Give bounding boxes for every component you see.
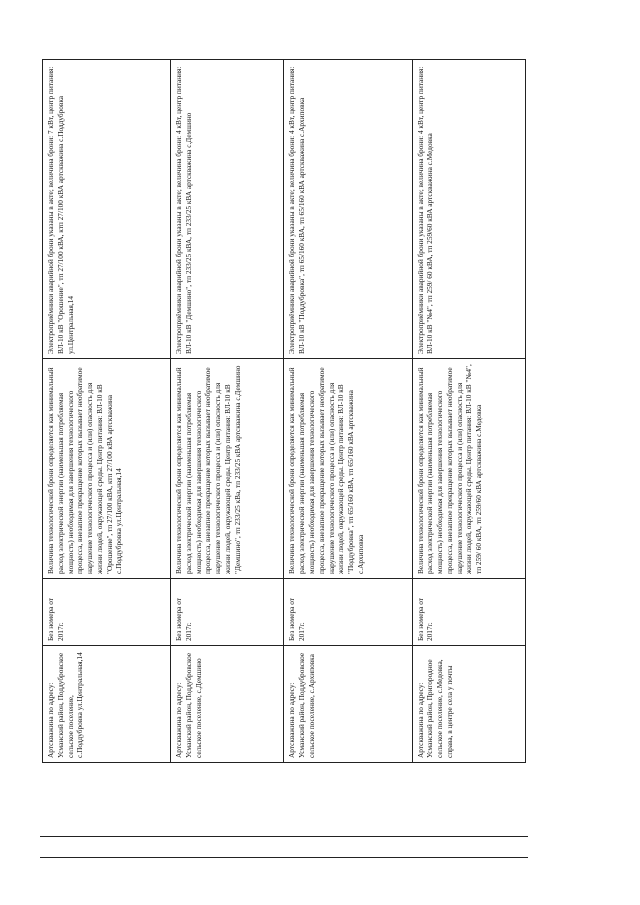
- separator-line: [40, 857, 528, 858]
- table-row: [412, 60, 525, 763]
- table-row: [43, 60, 171, 763]
- act-number-cell: Без номера от 2017г.: [43, 579, 171, 646]
- emergency-reserve-cell: Электроприёмники аварийной брони указаны в акте; величина брони: 4 кВт, центр питания: ВЛ-10 кВ "№4", тп 259/ 60 кВА, тп 259/60 кВА артскважина с.Медовка: [412, 60, 525, 359]
- address-cell: Артскважина по адресу: Усманский район, Пригородное сельское поселение, с.Медовка, справа, в центре села у почты: [412, 646, 525, 763]
- table-row: [171, 60, 284, 763]
- tech-reserve-cell: Величина технологической брони определяется как минимальный расход электрической энергии (наименьшая потребляемая мощность) необходимая для завершения технологического процесса, внезапное прекращение которых вызывает необратимое нарушение технологического процесса и (или) опасность для жизни людей, окружающей среды. Центр питания: ВЛ-10 кВ "Демшино", тп 233/25 кВа, тп 233/25 кВА артскважина с.Демшино: [171, 359, 284, 579]
- tech-reserve-cell: Величина технологической брони определяется как минимальный расход электрической энергии (наименьшая потребляемая мощность) необходимая для завершения технологического процесса, внезапное прекращение которых вызывает необратимое нарушение технологического процесса и (или) опасность для жизни людей, окружающей среды. Центр питания: ВЛ-10 кВ "Поддубровка", тп 65/160 кВА, тп 65/160 кВА артскважина с.Архиповка: [284, 359, 412, 579]
- tech-reserve-cell: Величина технологической брони определяется как минимальный расход электрической энергии (наименьшая потребляемая мощность) необходимая для завершения технологического процесса, внезапное прекращение которых вызывает необратимое нарушение технологического процесса и (или) опасность для жизни людей, окружающей среды. Центр питания: ВЛ-10 кВ "Орошение", тп 27/100 кВА, ктп 27/100 кВА артскважина с.Поддубровка ул.Центральная,14: [43, 359, 171, 579]
- emergency-reserve-cell: Электроприёмники аварийной брони указаны в акте; величина брони: 7 кВт, центр питания: ВЛ-10 кВ "Орошение", тп 27/100 кВА, ктп 27/100 кВА артскважина с.Поддубровка ул.Центральная,14: [43, 60, 171, 359]
- rotated-table: [42, 60, 526, 763]
- separator-line: [40, 836, 528, 837]
- tech-reserve-cell: Величина технологической брони определяется как минимальный расход электрической энергии (наименьшая потребляемая мощность) необходимая для завершения технологического процесса, внезапное прекращение которых вызывает необратимое нарушение технологического процесса и (или) опасность для жизни людей, окружающей среды. Центр питания: ВЛ-10 кВ "№4", тп 259/ 60 кВА, тп 259/60 кВА артскважина с.Медовка: [412, 359, 525, 579]
- table-row: [284, 60, 412, 763]
- emergency-reserve-cell: Электроприёмники аварийной брони указаны в акте; величина брони: 4 кВт, центр питания: ВЛ-10 кВ "Поддубровка", тп 65/160 кВА, тп 65/160 кВА артскважина с.Архиповка: [284, 60, 412, 359]
- act-number-cell: Без номера от 2017г.: [171, 579, 284, 646]
- act-number-cell: Без номера от 2017г.: [284, 579, 412, 646]
- emergency-reserve-cell: Электроприёмники аварийной брони указаны в акте; величина брони: 4 кВт, центр питания: ВЛ-10 кВ "Демшино", тп 233/25 кВА, тп 233/25 кВА артскважина с.Демшино: [171, 60, 284, 359]
- address-cell: Артскважина по адресу: Усманский район, Поддубровское сельское поселение, с.Архиповка: [284, 646, 412, 763]
- address-cell: Артскважина по адресу: Усманский район, Поддубровское сельское поселение, с.Демшино: [171, 646, 284, 763]
- backup-power-table: [42, 59, 526, 763]
- act-number-cell: Без номера от 2017г.: [412, 579, 525, 646]
- rotated-table-container: [42, 60, 526, 763]
- address-cell: Артскважина по адресу: Усманский район, Поддубровское сельское поселение, с.Поддубровка ул.Центральная,14: [43, 646, 171, 763]
